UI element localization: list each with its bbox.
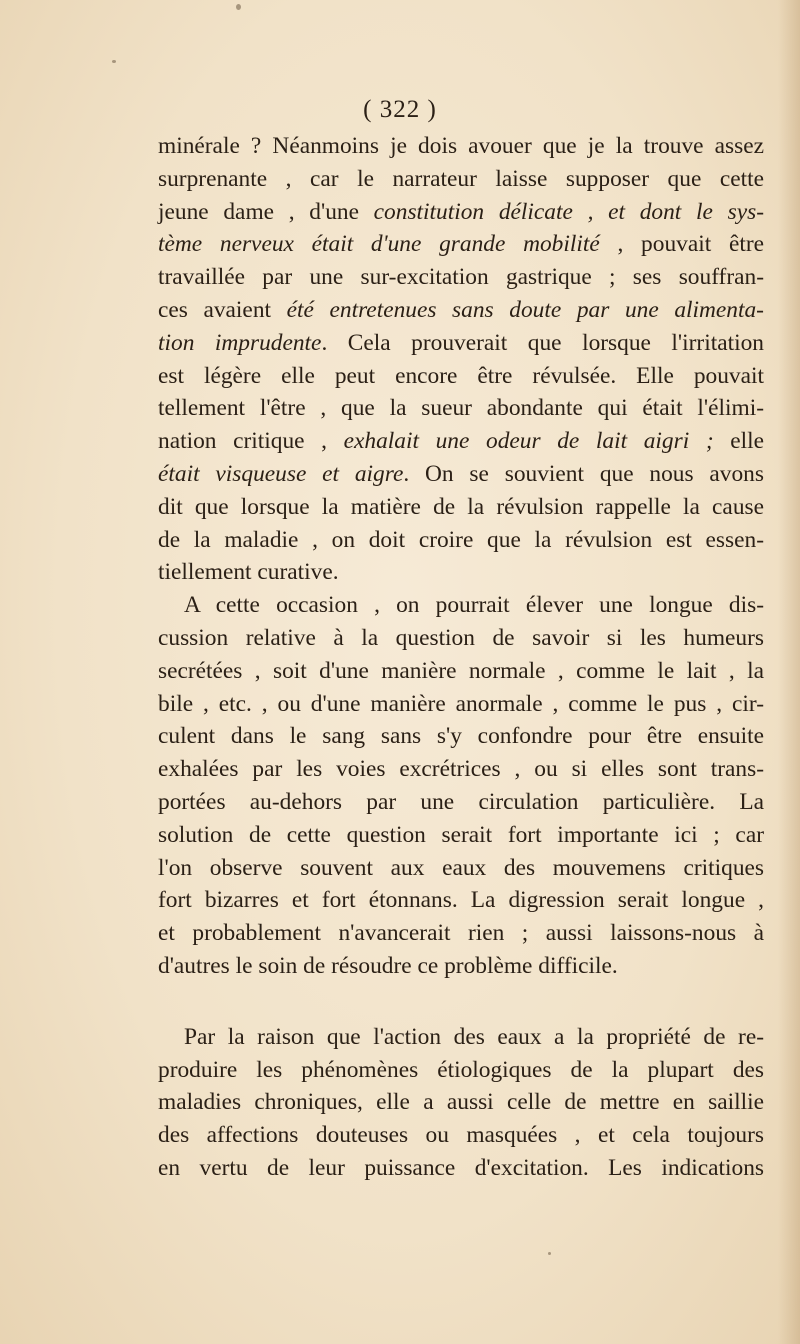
text-run: tiellement curative.: [158, 559, 339, 586]
text-line: [158, 556, 764, 589]
text-line: [158, 392, 764, 425]
page-number: ( 322 ): [363, 96, 437, 123]
text-line: [158, 688, 764, 721]
page-edge-shadow: [778, 0, 800, 1344]
text-line: [158, 130, 764, 163]
italic-text: tème nerveux était d'une grande mobilité: [158, 231, 600, 258]
text-line: [158, 163, 764, 196]
text-line: [158, 753, 764, 786]
text-run: secrétées , soit d'une manière normale , comme le lait , la: [158, 657, 764, 684]
text-run: jeune dame , d'une: [158, 198, 374, 225]
text-run: dit que lorsque la matière de la révulsion rappelle la cause: [158, 493, 764, 520]
text-run: portées au-dehors par une circulation particulière. La: [158, 788, 764, 815]
text-line: [158, 360, 764, 393]
ink-speck-icon: [236, 4, 241, 10]
text-line: [158, 917, 764, 950]
text-line: [158, 327, 764, 360]
text-line: [158, 458, 764, 491]
text-line: [158, 589, 764, 622]
text-run: minérale ? Néanmoins je dois avouer que je la trouve assez: [158, 133, 764, 159]
text-run: ces avaient: [158, 296, 287, 323]
text-line: [158, 491, 764, 524]
text-line: [158, 228, 764, 261]
ink-speck-icon: [548, 1252, 551, 1255]
text-run: et probablement n'avancerait rien ; aussi laissons-nous à: [158, 920, 764, 947]
text-line: [158, 1021, 764, 1054]
text-line: [158, 622, 764, 655]
text-line: [158, 1054, 764, 1087]
text-run: en vertu de leur puissance d'excitation. Les indications: [158, 1154, 764, 1181]
text-line: [158, 852, 764, 885]
text-run: l'on observe souvent aux eaux des mouvemens critiques: [158, 854, 764, 881]
text-run: . Cela prouverait que lorsque l'irritation: [321, 329, 764, 356]
text-run: solution de cette question serait fort importante ici ; car: [158, 821, 764, 848]
text-run: exhalées par les voies excrétrices , ou si elles sont trans-: [158, 756, 764, 783]
text-run: culent dans le sang sans s'y confondre pour être ensuite: [158, 723, 764, 750]
text-line: [158, 425, 764, 458]
italic-text: tion imprudente: [158, 329, 322, 356]
text-run: produire les phénomènes étiologiques de la plupart des: [158, 1056, 764, 1083]
text-line: [158, 196, 764, 229]
text-run: fort bizarres et fort étonnans. La digression serait longue ,: [158, 887, 764, 914]
italic-text: était visqueuse et aigre: [158, 460, 404, 487]
text-line: [158, 1119, 764, 1152]
text-line: [158, 819, 764, 852]
text-run: travaillée par une sur-excitation gastrique ; ses souffran-: [158, 264, 764, 291]
italic-text: exhalait une odeur de lait aigri ;: [343, 428, 714, 455]
text-line: [158, 524, 764, 557]
text-run: de la maladie , on doit croire que la révulsion est essen-: [158, 526, 764, 553]
text-line: [158, 786, 764, 819]
text-line: [158, 655, 764, 688]
text-run: maladies chroniques, elle a aussi celle de mettre en saillie: [158, 1089, 764, 1116]
text-run: elle: [713, 428, 765, 455]
text-run: surprenante , car le narrateur laisse supposer que cette: [158, 165, 764, 192]
text-run: nation critique ,: [158, 428, 344, 455]
text-line: [158, 1086, 764, 1119]
text-line: [158, 1152, 764, 1185]
text-line: [158, 950, 764, 983]
text-run: A cette occasion , on pourrait élever une longue dis-: [184, 592, 764, 619]
ink-speck-icon: [112, 60, 116, 63]
text-run: est légère elle peut encore être révulsée. Elle pouvait: [158, 362, 764, 389]
text-run: . On se souvient que nous avons: [403, 460, 764, 487]
text-line: [158, 884, 764, 917]
text-run: d'autres le soin de résoudre ce problème difficile.: [158, 952, 618, 979]
text-run: bile , etc. , ou d'une manière anormale , comme le pus , cir-: [158, 690, 764, 717]
italic-text: été entretenues sans doute par une alimenta-: [286, 296, 764, 323]
italic-text: constitution délicate , et dont le sys-: [373, 198, 764, 225]
text-run: tellement l'être , que la sueur abondante qui était l'élimi-: [158, 395, 764, 422]
body-text: [158, 130, 764, 1185]
text-run: Par la raison que l'action des eaux a la propriété de re-: [184, 1023, 764, 1050]
text-run: , pouvait être: [599, 231, 764, 258]
text-line: [158, 261, 764, 294]
text-run: cussion relative à la question de savoir si les humeurs: [158, 624, 764, 651]
text-line: [158, 720, 764, 753]
text-line: [158, 294, 764, 327]
text-run: des affections douteuses ou masquées , et cela toujours: [158, 1122, 764, 1149]
